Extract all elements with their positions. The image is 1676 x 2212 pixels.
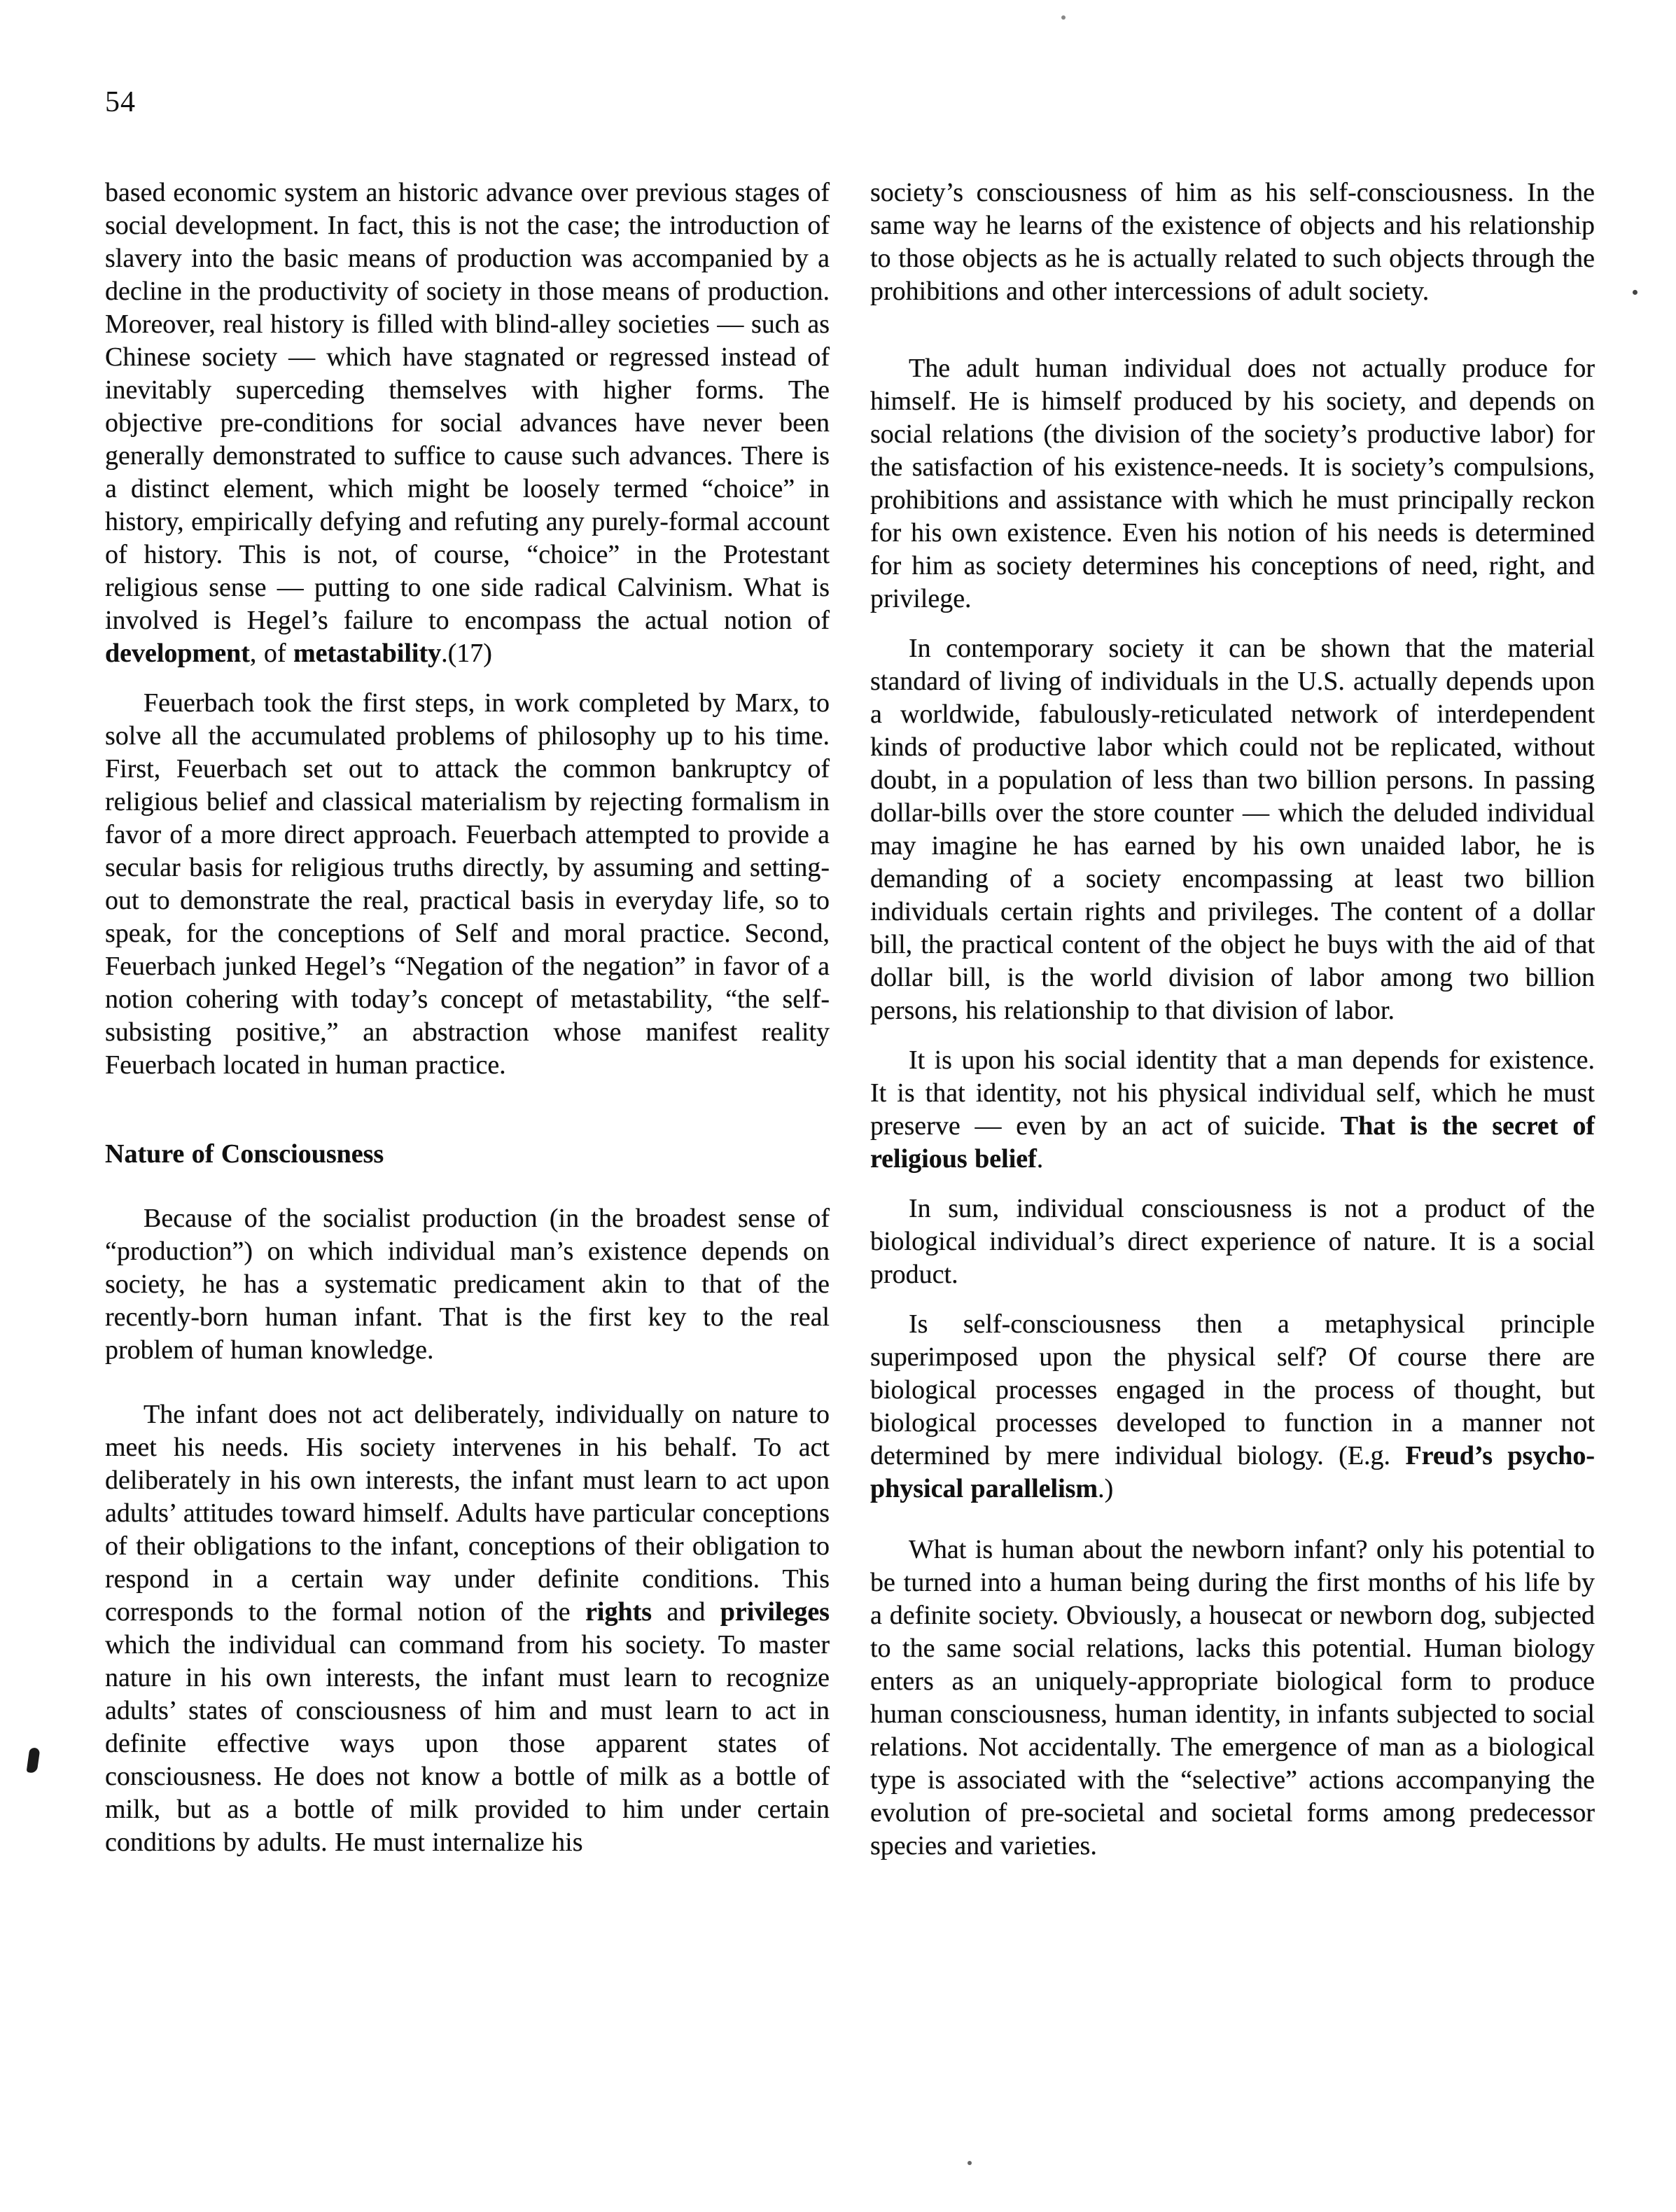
paragraph: What is human about the newborn infant? only his potential to be turned into a human being during the first months of his life by a definite society. Obviously, a housecat or newborn dog, subjected to the same social relations, lacks this potential. Human biology enters as an uniquely-appropriate biological form to produce human consciousness, human identity, in infants subjected to social relations. Not accidentally. The emergence of man as a biological type is associated with the “selective” actions accompanying the evolution of pre-societal and societal forms among predecessor species and varieties. [870, 1535, 1595, 1860]
paragraph: In sum, individual consciousness is not a product of the biological individual’s direct experience of nature. It is a social product. [870, 1194, 1595, 1289]
scan-artifact-dot [968, 2161, 972, 2165]
ink-smudge-mark [27, 1747, 41, 1774]
paragraph: It is upon his social identity that a man depends for existence. It is that identity, not his physical individual self, which he must preserve — even by an act of suicide. That is the secret of religious belief. [870, 1045, 1595, 1174]
paragraph: Because of the socialist production (in the broadest sense of “production”) on which individual man’s existence depends on society, he has a systematic predicament akin to that of the recently-born human infant. That is the first key to the real problem of human knowledge. [105, 1204, 830, 1365]
left-text-column [105, 176, 830, 1859]
paragraph: society’s consciousness of him as his self-consciousness. In the same way he learns of the existence of objects and his relationship to those objects as he is actually related to such objects through the prohibitions and other intercessions of adult society. [870, 178, 1595, 306]
scan-artifact-dot [1061, 15, 1066, 20]
scan-artifact-dot [1633, 290, 1637, 295]
section-heading: Nature of Consciousness [105, 1139, 384, 1169]
page-number: 54 [105, 86, 136, 118]
right-text-column [870, 176, 1595, 1863]
paragraph: Is self-consciousness then a metaphysical principle superimposed upon the physical self? Of course there are biological processes engaged in the process of thought, but biological processes developed to function in a manner not determined by mere individual biology. (E.g. Freud’s psycho-physical parallelism.) [870, 1309, 1595, 1503]
paragraph: Feuerbach took the first steps, in work completed by Marx, to solve all the accumulated problems of philosophy up to his time. First, Feuerbach set out to attack the common bankruptcy of religious belief and classical materialism by rejecting formalism in favor of a more direct approach. Feuerbach attempted to provide a secular basis for religious truths directly, by assuming and setting-out to demonstrate the real, practical basis in everyday life, so to speak, for the conceptions of Self and moral practice. Second, Feuerbach junked Hegel’s “Negation of the negation” in favor of a notion cohering with today’s concept of metastability, “the self-subsisting positive,” an abstraction whose manifest reality Feuerbach located in human practice. [105, 688, 830, 1080]
paragraph: The infant does not act deliberately, individually on nature to meet his needs. His society intervenes in his behalf. To act deliberately in his own interests, the infant must learn to act upon adults’ attitudes toward himself. Adults have particular conceptions of their obligations to the infant, conceptions of their obligation to respond in a certain way under definite conditions. This corresponds to the formal notion of the rights and privileges which the individual can command from his society. To master nature in his own interests, the infant must learn to recognize adults’ states of consciousness of him and must learn to act in definite effective ways upon those apparent states of consciousness. He does not know a bottle of milk as a bottle of milk, but as a bottle of milk provided to him under certain conditions by adults. He must internalize his [105, 1400, 830, 1857]
paragraph: based economic system an historic advance over previous stages of social development. In fact, this is not the case; the introduction of slavery into the basic means of production was accompanied by a decline in the productivity of society in those means of production. Moreover, real history is filled with blind-alley societies — such as Chinese society — which have stagnated or regressed instead of inevitably superceding themselves with higher forms. The objective pre-conditions for social advances have never been generally demonstrated to suffice to cause such advances. There is a distinct element, which might be loosely termed “choice” in history, empirically defying and refuting any purely-formal account of history. This is not, of course, “choice” in the Protestant religious sense — putting to one side radical Calvinism. What is involved is Hegel’s failure to encompass the actual notion of development, of metastability.(17) [105, 178, 830, 668]
paragraph: The adult human individual does not actually produce for himself. He is himself produced by his society, and depends on social relations (the division of the society’s productive labor) for the satisfaction of his existence-needs. It is society’s compulsions, prohibitions and assistance with which he must principally reckon for his own existence. Even his notion of his needs is determined for him as society determines his conceptions of need, right, and privilege. [870, 354, 1595, 613]
paragraph: In contemporary society it can be shown that the material standard of living of individuals in the U.S. actually depends upon a worldwide, fabulously-reticulated network of interdependent kinds of productive labor which could not be replicated, without doubt, in a population of less than two billion persons. In passing dollar-bills over the store counter — which the deluded individual may imagine he has earned by his own unaided labor, he is demanding of a society encompassing at least two billion individuals certain rights and privileges. The content of a dollar bill, the practical content of the object he buys with the aid of that dollar bill, is the world division of labor among two billion persons, his relationship to that division of labor. [870, 634, 1595, 1025]
